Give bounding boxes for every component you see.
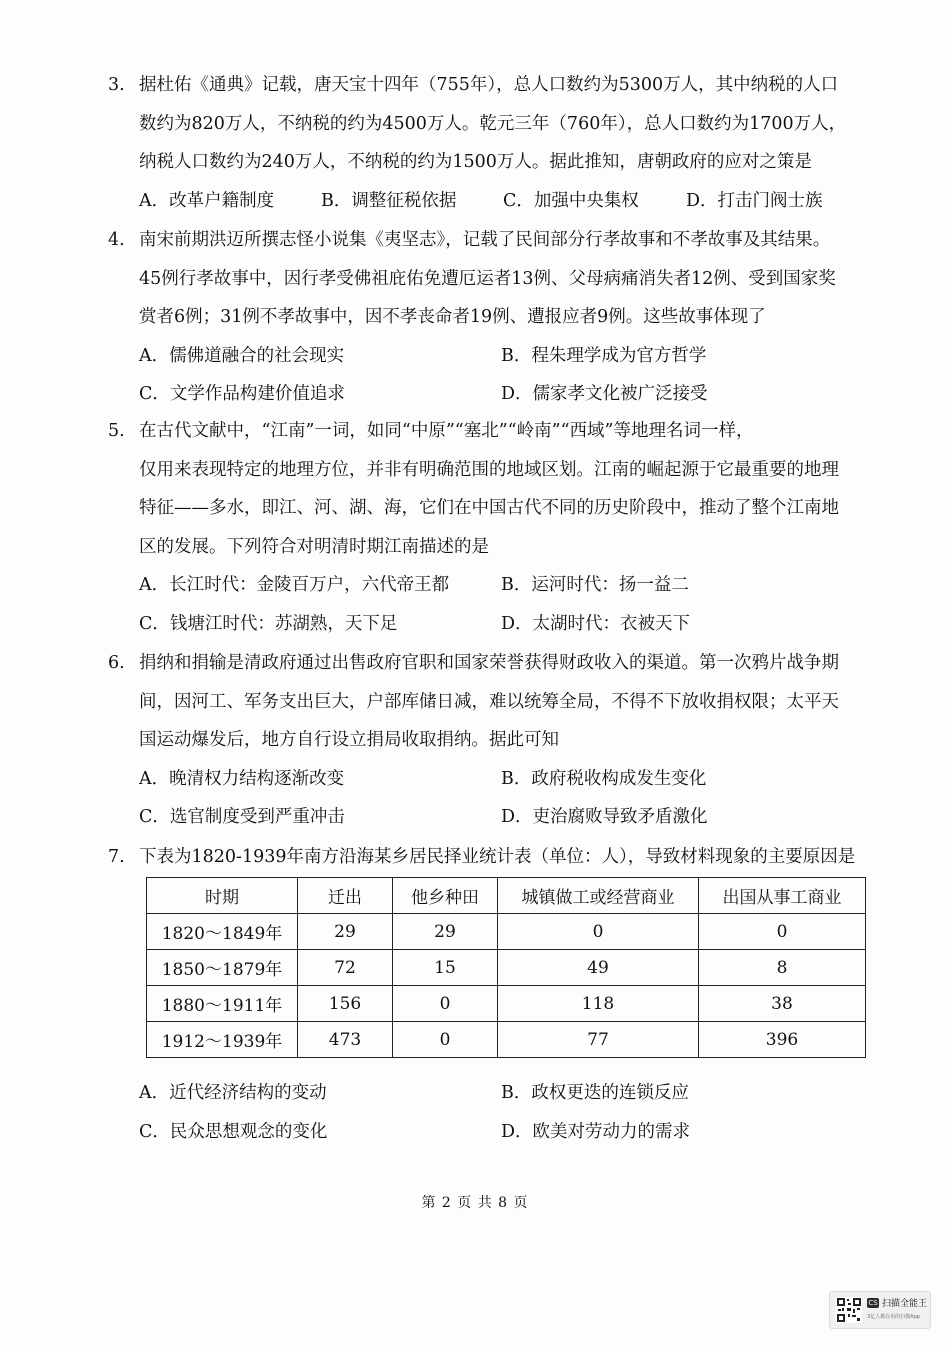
table-cell: 49 bbox=[498, 950, 699, 986]
option-a: A．儒佛道融合的社会现实 bbox=[139, 345, 345, 366]
question-stem: 5. 在古代文献中，“江南”一词，如同“中原”“塞北”“岭南”“西域”等地理名词一样， 仅用来表现特定的地理方位，并非有明确范围的地域区划。江南的崛起源于它最重要的地理 特征——多水，即江、河、湖、海，它们在中国古代不同的历史阶段中，推动了整个江南地 区的发展。下列符合对明清时期江南描述的是 bbox=[108, 412, 878, 566]
page-footer: 第 2 页 共 8 页 bbox=[421, 1195, 529, 1211]
table-row bbox=[147, 986, 866, 1022]
table-cell: 1850～1879年 bbox=[147, 950, 298, 986]
table-cell: 396 bbox=[699, 1022, 866, 1058]
scanner-watermark bbox=[829, 1291, 931, 1329]
table-cell: 0 bbox=[699, 914, 866, 950]
question-number: 7. bbox=[108, 847, 125, 867]
question-stem: 4. 南宋前期洪迈所撰志怪小说集《夷坚志》，记载了民间部分行孝故事和不孝故事及其结果。 45例行孝故事中，因行孝受佛祖庇佑免遭厄运者13例、父母病痛消失者12例、受到国家奖 赏者6例；31例不孝故事中，因不孝丧命者19例、遭报应者9例。这些故事体现了 bbox=[108, 221, 878, 337]
option-d: D．打击门阀士族 bbox=[686, 190, 823, 211]
scanner-logo: CS bbox=[868, 1299, 878, 1307]
table-cell: 72 bbox=[298, 950, 393, 986]
options-row bbox=[108, 798, 878, 837]
table-header-row bbox=[147, 878, 866, 914]
option-a: A．近代经济结构的变动 bbox=[139, 1083, 327, 1103]
options-row bbox=[108, 1113, 878, 1152]
table-row bbox=[147, 914, 866, 950]
options-row bbox=[108, 1074, 878, 1113]
option-a: A．长江时代：金陵百万户，六代帝王都 bbox=[139, 575, 450, 595]
option-b: B．政权更迭的连锁反应 bbox=[501, 1083, 689, 1103]
table-header: 城镇做工或经营商业 bbox=[498, 878, 699, 914]
options-row bbox=[108, 605, 878, 644]
option-b: B．运河时代：扬一益二 bbox=[501, 575, 689, 595]
scanner-name: 扫描全能王 bbox=[882, 1299, 928, 1309]
table-cell: 77 bbox=[498, 1022, 699, 1058]
question-stem: 6. 捐纳和捐输是清政府通过出售政府官职和国家荣誉获得财政收入的渠道。第一次鸦片战争期 间，因河工、军务支出巨大，户部库储日减，难以统筹全局，不得不下放收捐权限；太平天 国运动爆发后，地方自行设立捐局收取捐纳。据此可知 bbox=[108, 644, 878, 760]
table-cell: 1880～1911年 bbox=[147, 986, 298, 1022]
option-c: C．钱塘江时代：苏湖熟，天下足 bbox=[139, 613, 398, 634]
option-a: A．改革户籍制度 bbox=[139, 190, 275, 211]
question-number: 5. bbox=[108, 421, 125, 441]
table-header: 出国从事工商业 bbox=[699, 878, 866, 914]
option-c: C．民众思想观念的变化 bbox=[139, 1121, 328, 1142]
occupation-table bbox=[146, 877, 866, 1058]
option-d: D．吏治腐败导致矛盾激化 bbox=[501, 807, 708, 827]
option-c: C．选官制度受到严重冲击 bbox=[139, 807, 345, 827]
table-header: 他乡种田 bbox=[393, 878, 498, 914]
table-row bbox=[147, 950, 866, 986]
qr-code-icon bbox=[836, 1297, 862, 1323]
option-d: D．儒家孝文化被广泛接受 bbox=[501, 384, 708, 404]
table-cell: 1820～1849年 bbox=[147, 914, 298, 950]
table-cell: 473 bbox=[298, 1022, 393, 1058]
question-7 bbox=[108, 838, 878, 877]
question-4 bbox=[108, 221, 878, 414]
option-d: D．欧美对劳动力的需求 bbox=[501, 1121, 691, 1142]
table-cell: 0 bbox=[393, 1022, 498, 1058]
options-row bbox=[108, 760, 878, 799]
option-a: A．晚清权力结构逐渐改变 bbox=[139, 768, 345, 789]
options-row bbox=[108, 375, 878, 414]
question-stem: 3. 据杜佑《通典》记载，唐天宝十四年（755年），总人口数约为5300万人，其中纳税的人口 数约为820万人，不纳税的约为4500万人。乾元三年（760年），总人口数约为1700万人， 纳税人口数约为240万人，不纳税的约为1500万人。据此推知，唐朝政府的应对之策是 bbox=[108, 66, 878, 182]
option-b: B．程朱理学成为官方哲学 bbox=[501, 345, 707, 366]
table-cell: 1912～1939年 bbox=[147, 1022, 298, 1058]
options-row bbox=[108, 182, 878, 221]
option-c: C．加强中央集权 bbox=[503, 190, 639, 211]
table-cell: 29 bbox=[298, 914, 393, 950]
question-6 bbox=[108, 644, 878, 837]
options-row bbox=[108, 566, 878, 605]
option-b: B．调整征税依据 bbox=[321, 190, 457, 211]
option-d: D．太湖时代：衣被天下 bbox=[501, 613, 691, 634]
scanner-tagline: 3亿人都在用的扫描App bbox=[867, 1314, 920, 1320]
question-stem: 7. 下表为1820-1939年南方沿海某乡居民择业统计表（单位：人），导致材料现象的主要原因是 bbox=[108, 838, 878, 877]
table-header: 时期 bbox=[147, 878, 298, 914]
table-cell: 29 bbox=[393, 914, 498, 950]
table-cell: 8 bbox=[699, 950, 866, 986]
question-3 bbox=[108, 66, 878, 220]
question-7-options bbox=[108, 1074, 878, 1151]
option-c: C．文学作品构建价值追求 bbox=[139, 384, 345, 404]
table-cell: 156 bbox=[298, 986, 393, 1022]
question-number: 4. bbox=[108, 230, 125, 250]
table-cell: 38 bbox=[699, 986, 866, 1022]
options-row bbox=[108, 337, 878, 376]
option-b: B．政府税收构成发生变化 bbox=[501, 768, 707, 789]
table-cell: 118 bbox=[498, 986, 699, 1022]
table-header: 迁出 bbox=[298, 878, 393, 914]
table-cell: 0 bbox=[498, 914, 699, 950]
question-number: 6. bbox=[108, 653, 125, 673]
table-cell: 0 bbox=[393, 986, 498, 1022]
question-5 bbox=[108, 412, 878, 643]
table-cell: 15 bbox=[393, 950, 498, 986]
question-number: 3. bbox=[108, 75, 125, 95]
table-row bbox=[147, 1022, 866, 1058]
